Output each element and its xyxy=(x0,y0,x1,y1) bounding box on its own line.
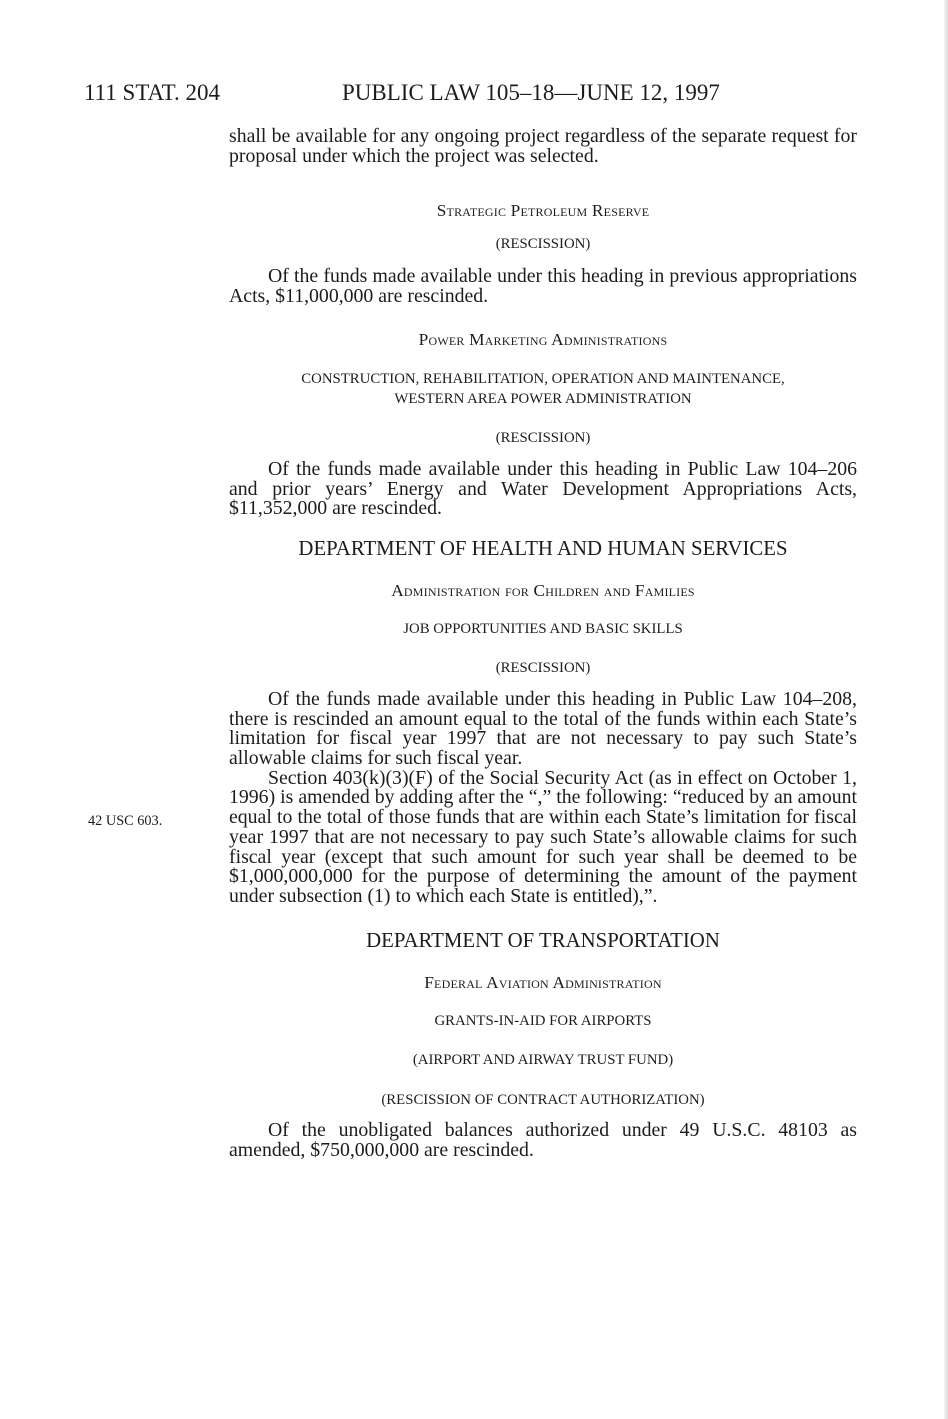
pma-rescission-label: (RESCISSION) xyxy=(495,430,591,447)
running-head-title: PUBLIC LAW 105–18—JUNE 12, 1997 xyxy=(342,80,720,105)
margin-citation: 42 USC 603. xyxy=(88,813,163,829)
spr-paragraph: Of the funds made available under this heading in previous appropriations Acts, $11,000,000 are rescinded. xyxy=(229,264,857,307)
dot-program-heading: GRANTS-IN-AID FOR AIRPORTS xyxy=(434,1012,652,1029)
hhs-rescission-label: (RESCISSION) xyxy=(495,660,591,677)
statute-page-number: 111 STAT. 204 xyxy=(84,80,220,105)
pma-subheading-line2: WESTERN AREA POWER ADMINISTRATION xyxy=(394,390,692,407)
page-edge xyxy=(944,0,948,1419)
spr-rescission-label: (RESCISSION) xyxy=(495,236,591,253)
dot-rescission-label: (RESCISSION OF CONTRACT AUTHORIZATION) xyxy=(381,1091,705,1108)
hhs-paragraph-1: Of the funds made available under this heading in Public Law 104–208, there is rescinded an amount equal to the total of the funds within each State’s limitation for fiscal year 1997 that are not necessary to pay such State’s allowable claims for such fiscal year. xyxy=(229,687,857,770)
pma-paragraph: Of the funds made available under this heading in Public Law 104–206 and prior years’ Energy and Water Development Appropriations Acts, $11,352,000 are rescinded. xyxy=(229,457,857,520)
spr-heading: Strategic Petroleum Reserve xyxy=(436,201,650,221)
dot-agency-heading: Federal Aviation Administration xyxy=(424,972,662,992)
hhs-program-heading: JOB OPPORTUNITIES AND BASIC SKILLS xyxy=(403,620,683,637)
hhs-department-heading: DEPARTMENT OF HEALTH AND HUMAN SERVICES xyxy=(298,536,788,560)
dot-department-heading: DEPARTMENT OF TRANSPORTATION xyxy=(366,928,720,952)
pma-subheading-line1: CONSTRUCTION, REHABILITATION, OPERATION AND MAINTENANCE, xyxy=(301,371,785,388)
continuation-paragraph: shall be available for any ongoing project regardless of the separate request for proposal under which the project was selected. xyxy=(229,125,857,167)
document-body xyxy=(229,127,857,1161)
hhs-paragraph-2: Section 403(k)(3)(F) of the Social Security Act (as in effect on October 1, 1996) is amended by adding after the “,” the following: “reduced by an amount equal to the total of those funds that are within each State’s limitation for fiscal year 1997 that are not necessary to pay such State’s allowable claims for such fiscal year (except that such amount for such year shall be deemed to be $1,000,000,000 for the purpose of determining the amount of the payment under subsection (1) to which each State is entitled),”. xyxy=(229,766,857,907)
dot-fund-label: (AIRPORT AND AIRWAY TRUST FUND) xyxy=(412,1052,674,1069)
hhs-agency-heading: Administration for Children and Families xyxy=(391,580,695,600)
dot-paragraph: Of the unobligated balances authorized under 49 U.S.C. 48103 as amended, $750,000,000 are rescinded. xyxy=(229,1119,857,1161)
pma-heading: Power Marketing Administrations xyxy=(418,330,668,350)
